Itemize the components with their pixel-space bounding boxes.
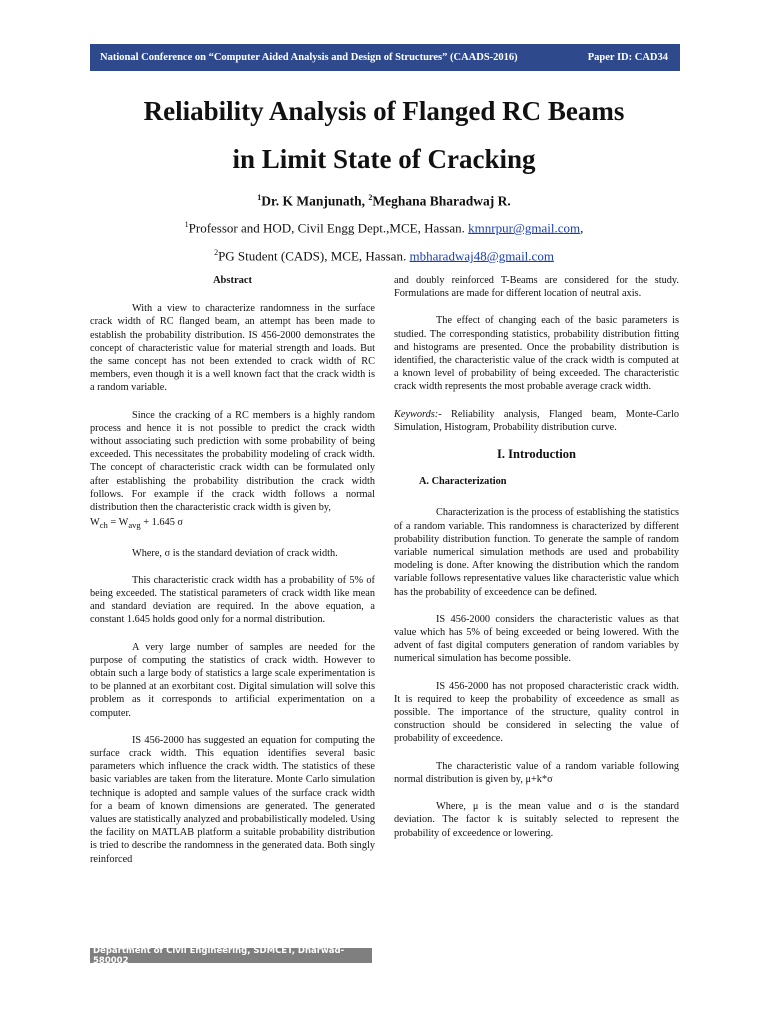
right-paragraph-3: Characterization is the process of establishing the statistics of a random variable. This randomness is characterized by different probability distribution function. To generate the sample of random variable numerical simulation methods are used and probability modeling is done. After knowing the distribution which the random variable follows representative values like characteristic value which has the probability of exceedence can be defined.: [394, 507, 679, 598]
authors: [0, 193, 768, 210]
abstract-paragraph-2: Since the cracking of a RC members is a highly random process and hence it is not possible to predict the crack width without associating such prediction with some probability of being exceeded. This necessitates the probability modeling of crack width. The concept of characteristic crack width can be formulated only after establishing the probability distribution the crack width follows. For example if the crack width follows a normal distribution then the characteristic crack width is given by,: [90, 409, 375, 514]
conference-name: National Conference on “Computer Aided Analysis and Design of Structures” (CAADS-2016): [100, 52, 518, 63]
right-paragraph-1: and doubly reinforced T-Beams are considered for the study. Formulations are made for different location of neutral axis.: [394, 275, 679, 300]
paper-title-line-1: Reliability Analysis of Flanged RC Beams: [143, 96, 625, 126]
author2-sup: 2: [368, 193, 373, 202]
keywords: [394, 408, 679, 434]
abstract-paragraph-3: Where, σ is the standard deviation of crack width.: [132, 547, 338, 559]
affiliation-1-text: Professor and HOD, Civil Engg Dept.,MCE, Hassan.: [188, 220, 469, 236]
footer-bar: Department of Civil Engineering, SDMCET, Dharwad-580002: [90, 948, 372, 963]
affiliation-2: [0, 248, 768, 264]
right-paragraph-7: Where, μ is the mean value and σ is the standard deviation. The factor k is suitably selected to represent the probability of exceedence or lowering.: [394, 801, 679, 839]
abstract-heading: Abstract: [212, 275, 253, 286]
eq-avg: avg: [128, 520, 141, 531]
right-paragraph-4: IS 456-2000 considers the characteristic values as that value which has 5% of being exceeded or being lowered. With the advent of fast digital computers generation of random variables by numerical simulation has become possible.: [394, 613, 679, 665]
eq-w: W: [90, 517, 100, 529]
conference-header-bar: [90, 44, 680, 71]
right-paragraph-2: The effect of changing each of the basic parameters is studied. The corresponding statistics, probability distribution fitting and histograms are presented. Once the probability distribution is identified, the characteristic value of the crack width is computed at a known level of probability of being exceeded. The characteristic crack width represents the most probable average crack width.: [394, 315, 679, 393]
author1-sup: 1: [257, 193, 262, 202]
eq-ch: ch: [99, 520, 108, 531]
subsection-heading-characterization: A. Characterization: [419, 476, 507, 488]
abstract-paragraph-5: A very large number of samples are needed for the purpose of computing the statistics of crack width. However to obtain such a large body of statistics a large scale experimentation is to be planned at an exorbitant cost. Digital simulation will solve this problem as it corresponds to artificial experimentation on a computer.: [90, 641, 375, 719]
eq-mid: = W: [107, 517, 129, 529]
section-heading-introduction: I. Introduction: [497, 447, 576, 462]
paper-id: Paper ID: CAD34: [587, 52, 668, 63]
abstract-paragraph-4: This characteristic crack width has a probability of 5% of being exceeded. The statistical parameters of crack width like mean and standard deviation are required. In the above equation, a constant 1.645 holds good only for a normal distribution.: [90, 574, 375, 626]
right-paragraph-5: IS 456-2000 has not proposed characteristic crack width. It is required to keep the probability of exceedence as small as possible. The importance of the structure, quality control in construction should be considered in selecting the value of probability of exceedence.: [394, 680, 679, 745]
abstract-paragraph-6: IS 456-2000 has suggested an equation for computing the surface crack width. This equation identifies several basic parameters which influence the crack width. The statistics of these basic variables are taken from the literature. Monte Carlo simulation technique is adopted and sample values of the surface crack width for a beam of known dimensions are generated. The generated values are statistically analyzed and probabilistically modeled. Using the facility on MATLAB platform a suitable probability distribution is tried to describe the randomness in the generated data. Both singly reinforced: [90, 734, 375, 865]
keywords-text: Reliability analysis, Flanged beam, Monte-Carlo Simulation, Histogram, Probability distribution curve.: [394, 408, 679, 433]
affiliation-1-suffix: ,: [580, 220, 584, 236]
author-1: Dr. K Manjunath,: [261, 193, 369, 209]
paper-title-line-2: in Limit State of Cracking: [232, 144, 536, 174]
email-link-1[interactable]: kmnrpur@gmail.com: [468, 220, 581, 236]
author-2: Meghana Bharadwaj R.: [372, 193, 511, 209]
affiliation-1: [0, 220, 768, 236]
affiliation-2-sup: 2: [214, 248, 219, 257]
keywords-label: Keywords:-: [394, 408, 442, 420]
left-column: [90, 270, 375, 880]
right-paragraph-6: The characteristic value of a random variable following normal distribution is given by, μ+k*σ: [394, 760, 679, 785]
affiliation-1-sup: 1: [184, 220, 189, 229]
crack-width-equation: [90, 516, 375, 532]
right-column: [394, 274, 679, 854]
affiliation-2-text: PG Student (CADS), MCE, Hassan.: [218, 248, 410, 264]
eq-end: + 1.645 σ: [140, 517, 183, 529]
email-link-2[interactable]: mbharadwaj48@gmail.com: [409, 248, 554, 264]
abstract-paragraph-1: With a view to characterize randomness in the surface crack width of RC flanged beam, an attempt has been made to establish the probability distribution. IS 456-2000 demonstrates the concept of characteristic value for material strength and loads. But the same concept has not been extended to crack width of RC members, even though it is a well known fact that the crack width is a random variable.: [90, 303, 375, 394]
